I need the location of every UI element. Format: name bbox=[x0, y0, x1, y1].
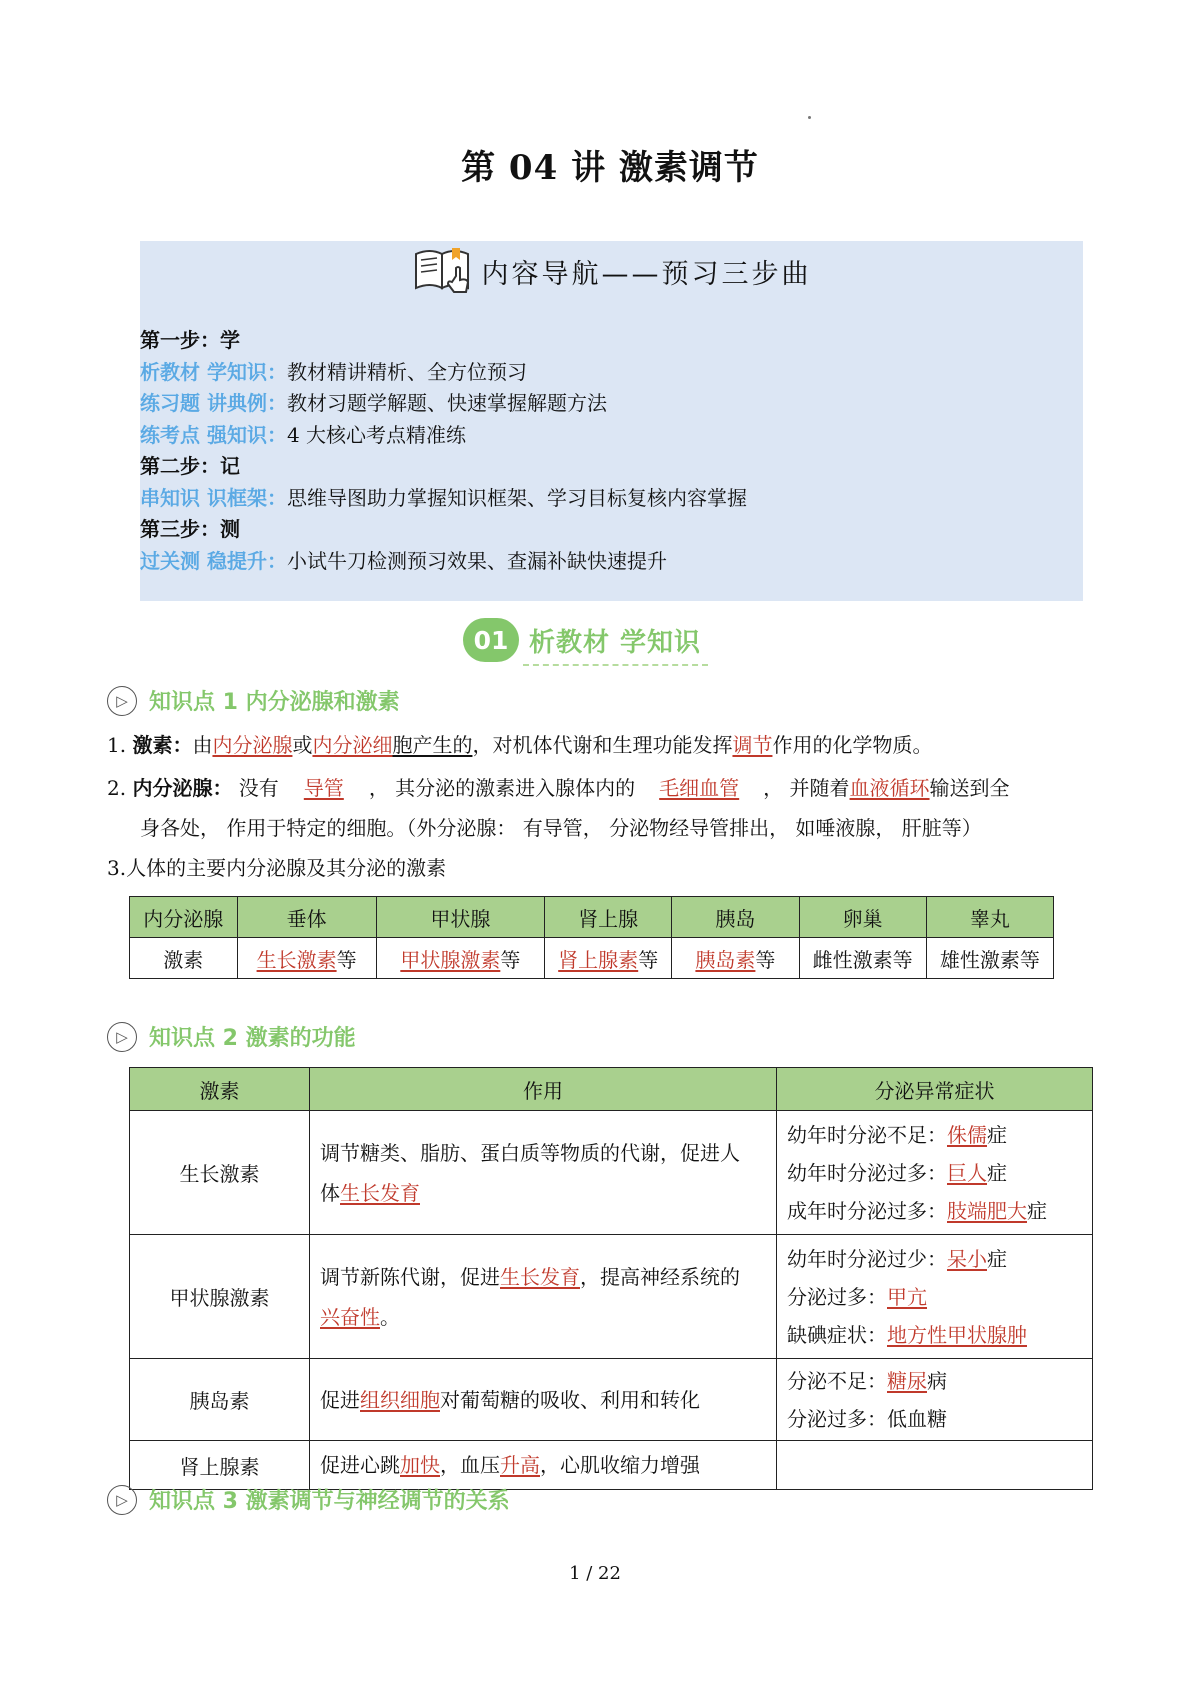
table-row bbox=[130, 1441, 1093, 1490]
term: 内分泌腺： bbox=[132, 776, 233, 800]
text: 症 bbox=[987, 1246, 1007, 1271]
answer: 胰岛素 bbox=[695, 947, 756, 972]
table-cell bbox=[799, 938, 926, 979]
answer: 内分泌腺 bbox=[212, 733, 293, 757]
text: 等 bbox=[500, 947, 521, 972]
symptom-line bbox=[787, 1192, 1082, 1230]
kp2-heading bbox=[107, 1021, 356, 1052]
symptom-line bbox=[787, 1278, 1082, 1316]
hormone-name: 肾上腺素 bbox=[130, 1441, 310, 1490]
kp1-heading bbox=[107, 685, 400, 716]
table-row bbox=[130, 1359, 1093, 1441]
section-title: 析教材 学知识 bbox=[529, 628, 702, 658]
table-header-row bbox=[130, 897, 1054, 938]
symptom-cell bbox=[777, 1111, 1093, 1235]
nav-steps bbox=[140, 325, 747, 577]
text: 对葡萄糖的吸收、利用和转化 bbox=[440, 1387, 700, 1412]
step-item bbox=[140, 483, 747, 515]
text: ，心肌收缩力增强 bbox=[540, 1453, 700, 1477]
text: 分泌过多： bbox=[787, 1406, 887, 1431]
banner-divider bbox=[523, 664, 708, 666]
term: 激素： bbox=[132, 733, 193, 757]
step-1-title: 第一步：学 bbox=[140, 328, 240, 352]
section-badge: 01 bbox=[463, 618, 519, 662]
text: 症 bbox=[1027, 1198, 1047, 1223]
header-cell: 分泌异常症状 bbox=[777, 1068, 1093, 1111]
nav-header-title: 内容导航——预习三步曲 bbox=[481, 258, 812, 290]
kp3-heading bbox=[107, 1484, 510, 1515]
answer: 毛细血管 bbox=[659, 776, 740, 800]
symptom-line bbox=[787, 1240, 1082, 1278]
step-item-label: 析教材 学知识： bbox=[140, 359, 287, 384]
text: 分泌不足： bbox=[787, 1368, 887, 1393]
answer: 调节 bbox=[732, 733, 773, 757]
text: 调节糖类、脂肪、蛋白质等物质的代谢，促进人 bbox=[320, 1140, 740, 1165]
header-cell: 甲状腺 bbox=[376, 897, 544, 938]
text: 。 bbox=[380, 1304, 400, 1329]
step-2-title: 第二步：记 bbox=[140, 454, 240, 478]
step-item-label: 过关测 稳提升： bbox=[140, 548, 287, 573]
step-item bbox=[140, 546, 747, 578]
text: ， 其分泌的激素进入腺体内的 bbox=[368, 776, 636, 800]
kp1-item-2 bbox=[107, 768, 1010, 808]
hormone-name: 生长激素 bbox=[130, 1111, 310, 1235]
text: ， 并随着 bbox=[763, 776, 850, 800]
kp1-item-3: 3.人体的主要内分泌腺及其分泌的激素 bbox=[107, 856, 447, 880]
header-cell: 肾上腺 bbox=[545, 897, 672, 938]
table-row bbox=[130, 938, 1054, 979]
text: 雌性激素等 bbox=[812, 947, 913, 972]
step-item-text: 教材精讲精析、全方位预习 bbox=[286, 359, 527, 384]
answer: 导管 bbox=[303, 776, 344, 800]
text: 幼年时分泌不足： bbox=[787, 1122, 947, 1147]
step-3-title: 第三步：测 bbox=[140, 517, 240, 541]
function-cell bbox=[310, 1111, 777, 1235]
arrow-circle-icon: ▷ bbox=[107, 686, 137, 716]
text: 等 bbox=[638, 947, 659, 972]
table-cell bbox=[237, 938, 376, 979]
hormone-name: 胰岛素 bbox=[130, 1359, 310, 1441]
symptom-line bbox=[787, 1154, 1082, 1192]
answer: 地方性甲状腺肿 bbox=[887, 1322, 1027, 1347]
header-cell: 激素 bbox=[130, 1068, 310, 1111]
text: 体 bbox=[320, 1180, 340, 1205]
page-title: 第 04 讲 激素调节 bbox=[461, 148, 759, 188]
kp1-item-2-line-2: 身各处， 作用于特定的细胞。（外分泌腺： 有导管， 分泌物经导管排出， 如唾液腺， 肝脏等） bbox=[140, 816, 982, 840]
table-row bbox=[130, 1111, 1093, 1235]
text: 雄性激素等 bbox=[939, 947, 1040, 972]
answer: 糖尿 bbox=[887, 1368, 927, 1393]
text: 促进心跳 bbox=[320, 1453, 400, 1477]
text: 分泌过多： bbox=[787, 1284, 887, 1309]
header-cell: 胰岛 bbox=[672, 897, 799, 938]
text: 缺碘症状： bbox=[787, 1322, 887, 1347]
text: 由 bbox=[192, 733, 213, 757]
header-cell: 内分泌腺 bbox=[130, 897, 238, 938]
header-cell: 睾丸 bbox=[926, 897, 1053, 938]
kp2-heading-text: 知识点 2 激素的功能 bbox=[149, 1026, 356, 1051]
text: 低血糖 bbox=[887, 1406, 947, 1431]
content-navigation-box bbox=[140, 241, 1083, 601]
symptom-cell bbox=[777, 1235, 1093, 1359]
answer: 肢端肥大 bbox=[947, 1198, 1027, 1223]
text: 没有 bbox=[232, 776, 279, 800]
symptom-cell bbox=[777, 1441, 1093, 1490]
dot-mark bbox=[808, 116, 811, 119]
table-cell bbox=[376, 938, 544, 979]
answer: 升高 bbox=[500, 1453, 540, 1477]
answer: 甲亢 bbox=[887, 1284, 927, 1309]
symptom-line bbox=[787, 1400, 1082, 1438]
step-item-text: 小试牛刀检测预习效果、查漏补缺快速提升 bbox=[286, 548, 667, 573]
item-number: 2. bbox=[107, 776, 127, 800]
header-cell: 卵巢 bbox=[799, 897, 926, 938]
text: ，提高神经系统的 bbox=[580, 1264, 740, 1289]
step-item bbox=[140, 388, 747, 420]
table-row bbox=[130, 1235, 1093, 1359]
text: 输送到全 bbox=[929, 776, 1010, 800]
nav-header bbox=[140, 241, 1083, 301]
text: 症 bbox=[987, 1122, 1007, 1147]
gland-hormone-table bbox=[129, 896, 1054, 979]
step-item-text: 4 大核心考点精准练 bbox=[286, 422, 467, 447]
symptom-line bbox=[787, 1316, 1082, 1354]
step-item bbox=[140, 420, 747, 452]
symptom-line bbox=[787, 1116, 1082, 1154]
answer: 肾上腺素 bbox=[558, 947, 639, 972]
table-cell bbox=[926, 938, 1053, 979]
step-item-label: 练考点 强知识： bbox=[140, 422, 287, 447]
answer: 生长发育 bbox=[340, 1180, 420, 1205]
table-cell bbox=[672, 938, 799, 979]
kp1-item-1 bbox=[107, 725, 932, 765]
answer: 生长发育 bbox=[500, 1264, 580, 1289]
step-item-text: 思维导图助力掌握知识框架、学习目标复核内容掌握 bbox=[286, 485, 747, 510]
answer: 血液循环 bbox=[849, 776, 930, 800]
step-item-label: 练习题 讲典例： bbox=[140, 391, 287, 415]
text: ，血压 bbox=[440, 1453, 500, 1477]
hormone-function-table bbox=[129, 1067, 1093, 1490]
text: 促进 bbox=[320, 1387, 360, 1412]
arrow-circle-icon: ▷ bbox=[107, 1485, 137, 1515]
text: ，对机体代谢和生理功能发挥 bbox=[472, 733, 733, 757]
text: 幼年时分泌过多： bbox=[787, 1160, 947, 1185]
answer: 巨人 bbox=[947, 1160, 987, 1185]
text: 成年时分泌过多： bbox=[787, 1198, 947, 1223]
symptom-cell bbox=[777, 1359, 1093, 1441]
answer: 生长激素 bbox=[256, 947, 337, 972]
arrow-circle-icon: ▷ bbox=[107, 1022, 137, 1052]
function-cell bbox=[310, 1235, 777, 1359]
text: 作用的化学物质。 bbox=[772, 733, 933, 757]
function-cell bbox=[310, 1441, 777, 1490]
item-number: 1. bbox=[107, 733, 127, 757]
text: 幼年时分泌过少： bbox=[787, 1246, 947, 1271]
answer: 组织细胞 bbox=[360, 1387, 440, 1412]
page-number: 1 / 22 bbox=[569, 1563, 621, 1584]
text: 胞产生的 bbox=[392, 733, 473, 757]
answer: 侏儒 bbox=[947, 1122, 987, 1147]
table-header-row bbox=[130, 1068, 1093, 1111]
text: 症 bbox=[987, 1160, 1007, 1185]
symptom-line bbox=[787, 1362, 1082, 1400]
book-icon bbox=[412, 242, 476, 300]
text: 等 bbox=[336, 947, 357, 972]
answer: 甲状腺激素 bbox=[400, 947, 501, 972]
header-cell: 垂体 bbox=[237, 897, 376, 938]
step-item-label: 串知识 识框架： bbox=[140, 485, 287, 510]
step-item bbox=[140, 357, 747, 389]
answer: 加快 bbox=[400, 1453, 440, 1477]
table-cell bbox=[545, 938, 672, 979]
text: 调节新陈代谢，促进 bbox=[320, 1264, 500, 1289]
section-banner bbox=[463, 618, 733, 678]
hormone-name: 甲状腺激素 bbox=[130, 1235, 310, 1359]
kp3-heading-text: 知识点 3 激素调节与神经调节的关系 bbox=[149, 1489, 510, 1514]
answer: 内分泌细 bbox=[312, 733, 393, 757]
text: 或 bbox=[292, 733, 313, 757]
answer: 兴奋性 bbox=[320, 1304, 380, 1329]
answer: 呆小 bbox=[947, 1246, 987, 1271]
header-cell: 作用 bbox=[310, 1068, 777, 1111]
row-label: 激素 bbox=[130, 938, 238, 979]
step-item-text: 教材习题学解题、快速掌握解题方法 bbox=[286, 391, 607, 415]
text: 病 bbox=[927, 1368, 947, 1393]
text: 等 bbox=[755, 947, 776, 972]
kp1-heading-text: 知识点 1 内分泌腺和激素 bbox=[149, 690, 400, 715]
function-cell bbox=[310, 1359, 777, 1441]
